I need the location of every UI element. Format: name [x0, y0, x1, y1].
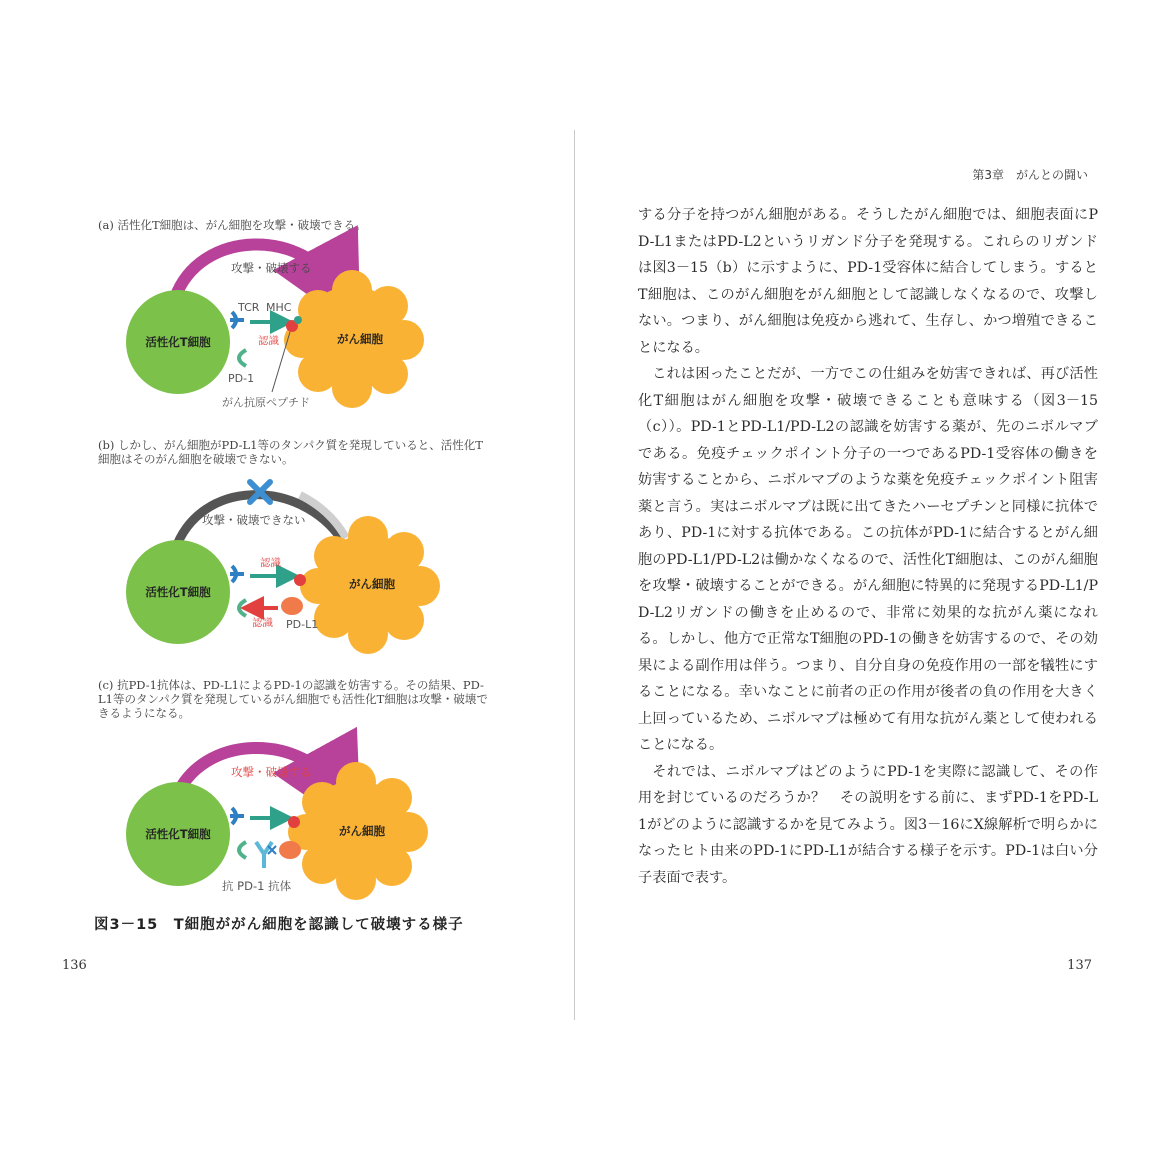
tcr-receptor — [230, 566, 244, 582]
recognition-label-1: 認識 — [260, 557, 281, 569]
t-cell-label: 活性化T細胞 — [145, 335, 211, 349]
book-gutter — [574, 130, 575, 1020]
pd1-label: PD-1 — [228, 372, 255, 385]
antibody-label: 抗 PD-1 抗体 — [222, 879, 292, 893]
pd1-receptor — [239, 600, 246, 616]
figure-title: 図3－15 T細胞ががん細胞を認識して破壊する様子 — [94, 917, 464, 933]
pdl1-ligand — [279, 841, 301, 859]
panel-c — [126, 748, 428, 900]
recognition-label-2: 認識 — [252, 617, 273, 629]
tcr-receptor — [230, 808, 244, 824]
antibody-icon — [256, 842, 272, 868]
pdl1-ligand — [281, 597, 303, 615]
cancer-cell-label: がん細胞 — [337, 332, 383, 346]
t-cell-label: 活性化T細胞 — [145, 827, 211, 841]
recognition-label: 認識 — [258, 335, 279, 347]
running-head: 第3章 がんとの闘い — [972, 168, 1088, 182]
panel-a — [126, 244, 424, 409]
t-cell-label: 活性化T細胞 — [145, 585, 211, 599]
panel-a-caption: (a) 活性化T細胞は、がん細胞を攻撃・破壊できる。 — [98, 218, 367, 232]
attack-label: 攻撃・破壊する — [231, 261, 312, 275]
pd1-receptor — [239, 350, 246, 366]
panel-b-caption: (b) しかし、がん細胞がPD-L1等のタンパク質を発現していると、活性化T細胞はそのがん細胞を破壊できない。 — [98, 438, 483, 466]
panel-c-caption: (c) 抗PD-1抗体は、PD-L1によるPD-1の認識を妨害する。その結果、PD-L1等のタンパク質を発現しているがん細胞でも活性化T細胞は攻撃・破壊できるようになる。 — [98, 678, 488, 720]
cancer-cell-label: がん細胞 — [349, 577, 395, 591]
right-page — [576, 0, 1150, 1150]
body-text — [638, 202, 1098, 891]
attack-label: 攻撃・破壊する — [231, 765, 312, 779]
blocked-attack-label: 攻撃・破壊できない — [202, 513, 306, 527]
pdl1-label: PD-L1 — [286, 618, 319, 631]
pd1-receptor — [239, 842, 246, 858]
figure-3-15-diagram — [0, 0, 574, 1150]
left-page — [0, 0, 574, 1150]
tcr-receptor — [230, 312, 244, 328]
tcr-label: TCR — [238, 301, 260, 314]
panel-b — [126, 482, 440, 654]
page-number-left: 136 — [62, 958, 87, 973]
paragraph: する分子を持つがん細胞がある。そうしたがん細胞では、細胞表面にPD-L1またはPD-L2というリガンド分子を発現する。これらのリガンドは図3－15（b）に示すように、PD-1受容体に結合してしまう。するとT細胞は、このがん細胞をがん細胞として認識しなくなるので、攻撃しない。つまり、がん細胞は免疫から逃れて、生存し、かつ増殖できることになる。 — [638, 207, 1098, 356]
paragraph: これは困ったことだが、一方でこの仕組みを妨害できれば、再び活性化T細胞はがん細胞を攻撃・破壊できることも意味する（図3－15（c））。PD-1とPD-L1/PD-L2の認識を妨害する薬が、先のニボルマブである。免疫チェックポイント分子の一つであるPD-1受容体の働きを妨害することから、ニボルマブのような薬を免疫チェックポイント阻害薬と言う。実はニボルマブは既に出てきたハーセプチンと同様に抗体であり、PD-1に対する抗体である。この抗体がPD-1に結合するとがん細胞のPD-L1/PD-L2は働かなくなるので、活性化T細胞は、このがん細胞を攻撃・破壊することができる。がん細胞に特異的に発現するPD-L1/PD-L2リガンドの働きを止めるので、非常に効果的な抗がん薬になれる。しかし、他方で正常なT細胞のPD-1の働きを妨害するので、その効果による副作用は伴う。つまり、自分自身の免疫作用の一部を犠牲にすることになる。幸いなことに前者の正の作用が後者の負の作用を大きく上回っているため、ニボルマブは極めて有用な抗がん薬として使われることになる。 — [638, 366, 1098, 753]
page-number-right: 137 — [1067, 958, 1092, 973]
block-x-icon — [268, 846, 276, 854]
peptide-label: がん抗原ペプチド — [222, 396, 310, 409]
cancer-cell-label: がん細胞 — [339, 824, 385, 838]
mhc-label: MHC — [266, 301, 292, 314]
paragraph: それでは、ニボルマブはどのようにPD-1を実際に認識して、その作用を封じているのだろうか？ その説明をする前に、まずPD-1をPD-L1がどのように認識するかを見てみよう。図3－16にX線解析で明らかになったヒト由来のPD-1にPD-L1が結合する様子を示す。PD-1は白い分子表面で表す。 — [638, 763, 1098, 886]
